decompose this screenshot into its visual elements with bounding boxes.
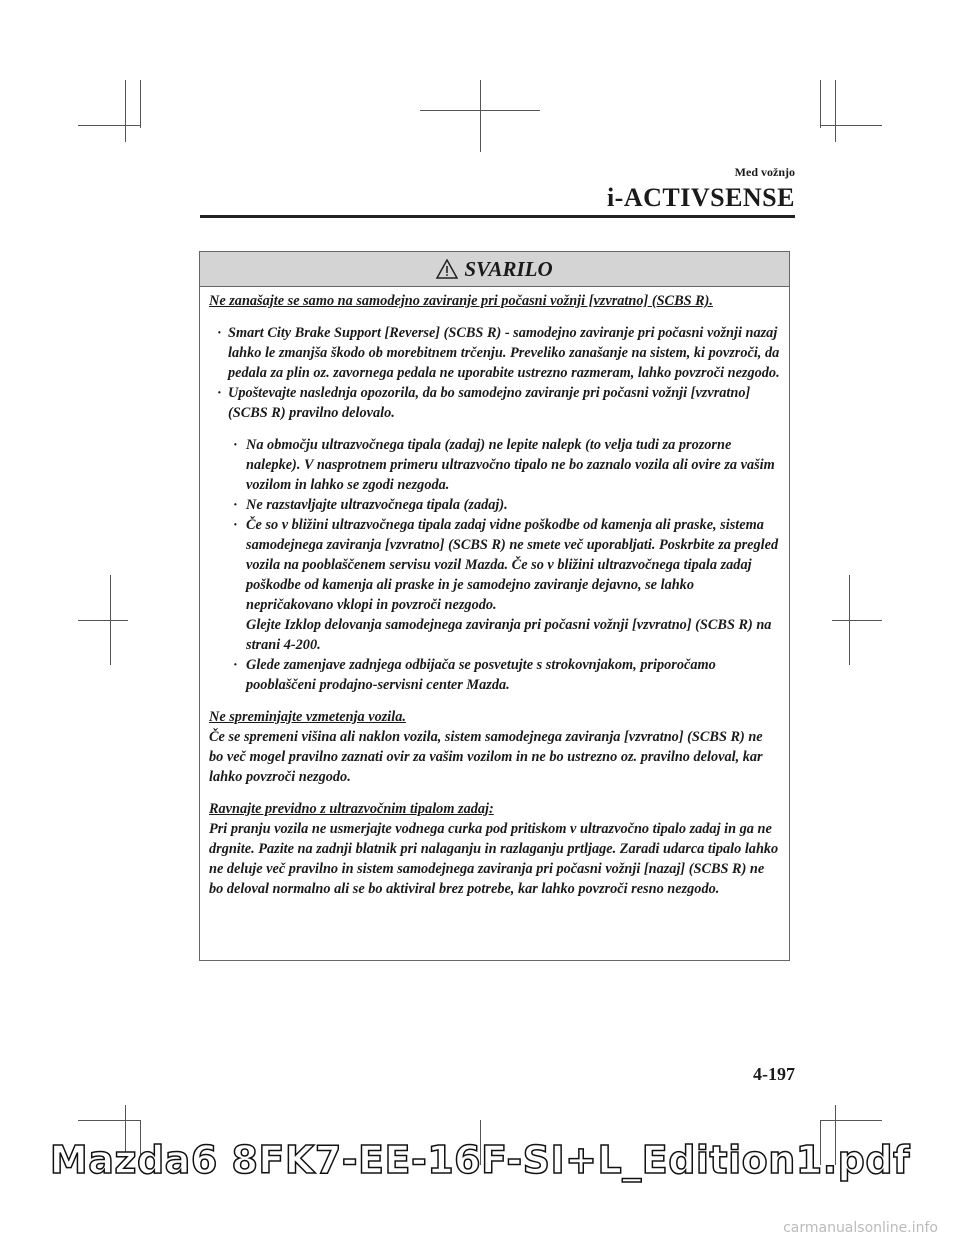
crop-mark: [832, 620, 882, 621]
list-item: · Glede zamenjave zadnjega odbijača se posvetujte s strokovnjakom, priporočamo pooblaščeni prodajno-servisni center Mazda.: [233, 657, 716, 693]
page-number: 4-197: [753, 1064, 795, 1084]
warning-heading: Ne spreminjajte vzmetenja vozila.: [209, 709, 406, 725]
crop-mark: [78, 1120, 140, 1121]
crop-mark: [480, 80, 481, 152]
header-divider: [200, 215, 795, 218]
section-label: Med vožnjo: [734, 165, 795, 179]
warning-heading: Ravnajte previdno z ultrazvočnim tipalom zadaj:: [209, 801, 494, 817]
crop-mark: [820, 80, 821, 128]
warning-header: [200, 252, 789, 287]
crop-mark: [140, 80, 141, 128]
list-item: · Če so v bližini ultrazvočnega tipala zadaj vidne poškodbe od kamenja ali praske, sistema samodejnega zaviranja [vzvratno] (SCBS R) ne smete več uporabljati. Poskrbite za pregled vozila na pooblaščenem servisu vozil Mazda. Če so v bližini ultrazvočnega tipala zadaj poškodbe od kamenja ali praske in je samodejno zaviranje dejavno, se lahko nepričakovano vklopi in povzroči nezgodo. Glejte Izklop delovanja samodejnega zaviranja pri počasni vožnji [vzvratno] (SCBS R) na strani 4-200.: [233, 517, 779, 653]
warning-heading: Ne zanašajte se samo na samodejno zaviranje pri počasni vožnji [vzvratno] (SCBS R).: [209, 293, 714, 309]
warning-paragraph: Če se spremeni višina ali naklon vozila, sistem samodejnega zaviranja [vzvratno] (SCBS R) ne bo več mogel pravilno zaznati ovir za vašim vozilom in ne bo ustrezno oz. pravilno deloval, kar lahko povzroči nezgodo.: [209, 729, 763, 785]
list-item: · Upoštevajte naslednja opozorila, da bo samodejno zaviranje pri počasni vožnji [vzvratno] (SCBS R) pravilno delovalo.: [217, 385, 751, 421]
footer-filename: Mazda6 8FK7-EE-16F-SI+L_Edition1.pdf: [49, 1138, 911, 1182]
crop-mark: [820, 125, 882, 126]
warning-paragraph: Pri pranju vozila ne usmerjajte vodnega curka pod pritiskom v ultrazvočno tipalo zadaj in ga ne drgnite. Pazite na zadnji blatnik pri nalaganju in razlaganju prtljage. Zaradi udarca tipalo lahko ne deluje več pravilno in sistem samodejnega zaviranja pri počasni vožnji [nazaj] (SCBS R) ne bo deloval normalno ali se bo aktiviral brez potrebe, kar lahko povzroči resno nezgodo.: [209, 821, 779, 897]
warning-box: [199, 251, 790, 961]
warning-triangle-icon: [436, 259, 458, 279]
crop-mark: [420, 110, 540, 111]
list-item: · Smart City Brake Support [Reverse] (SCBS R) - samodejno zaviranje pri počasni vožnji nazaj lahko le zmanjša škodo ob morebitnem trčenju. Preveliko zanašanje na sistem, ki povzroči, da pedala za plin oz. zavornega pedala ne uporabite ustrezno razmeram, lahko povzroči nezgodo.: [217, 325, 780, 381]
crop-mark: [125, 80, 126, 142]
watermark: carmanualsonline.info: [783, 1220, 938, 1236]
warning-body: [200, 287, 789, 899]
page-reference: Glejte Izklop delovanja samodejnega zaviranja pri počasni vožnji [vzvratno] (SCBS R) na strani 4-200.: [246, 617, 772, 653]
crop-mark: [820, 1120, 882, 1121]
warning-title: SVARILO: [464, 256, 553, 281]
list-item: · Ne razstavljajte ultrazvočnega tipala (zadaj).: [233, 497, 508, 513]
page-title: i-ACTIVSENSE: [606, 183, 795, 212]
crop-mark: [78, 125, 140, 126]
crop-mark: [78, 620, 128, 621]
crop-mark: [835, 80, 836, 142]
list-item: · Na območju ultrazvočnega tipala (zadaj) ne lepite nalepk (to velja tudi za prozorne nalepke). V nasprotnem primeru ultrazvočno tipalo ne bo zaznalo vozila ali ovire za vašim vozilom in lahko se zgodi nezgoda.: [233, 437, 775, 493]
